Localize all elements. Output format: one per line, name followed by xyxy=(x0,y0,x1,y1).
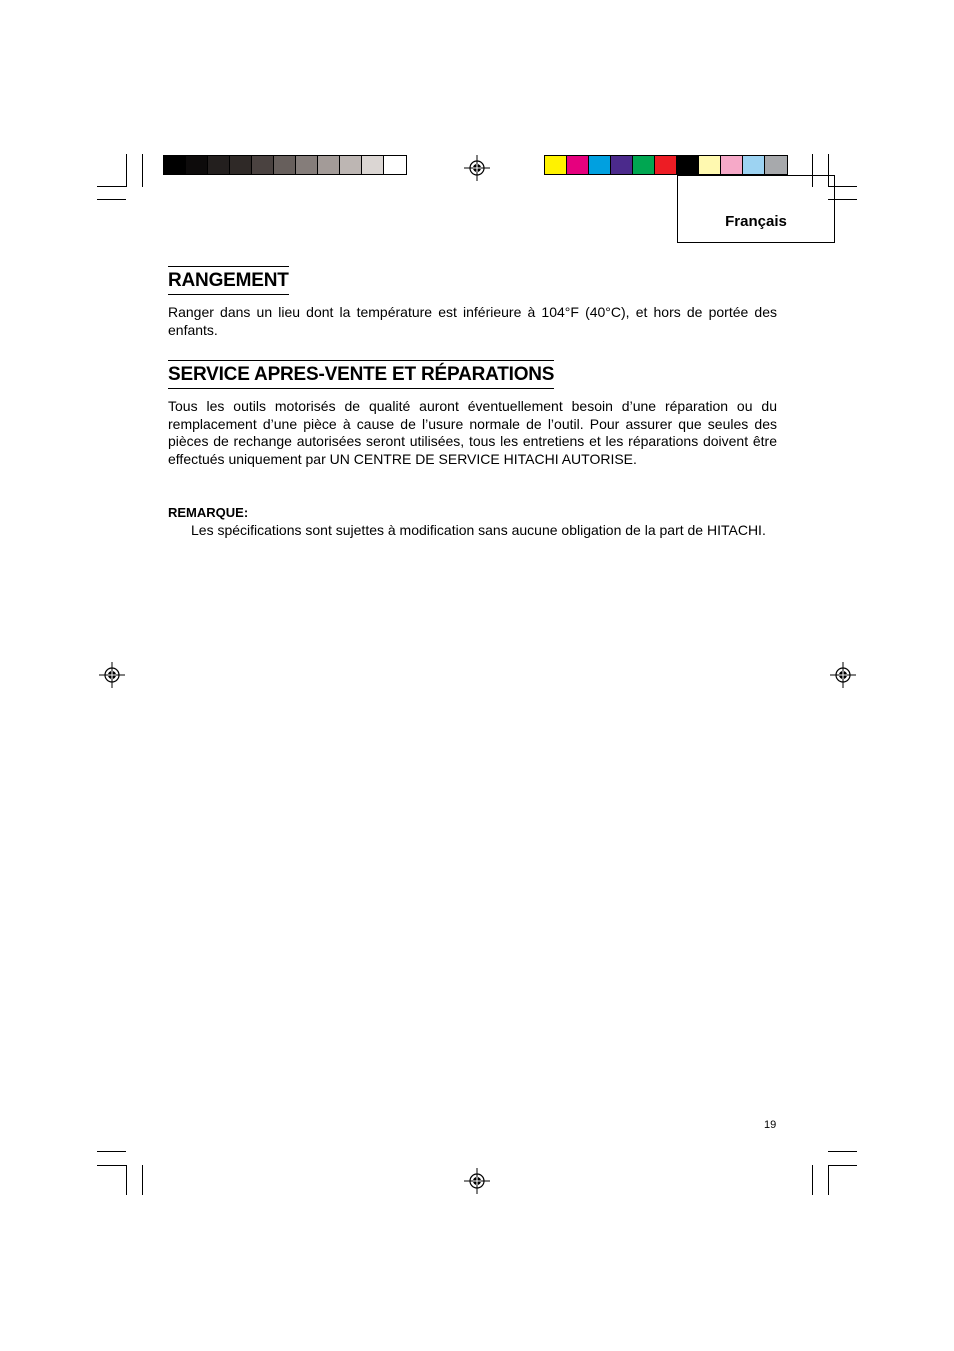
color-swatch xyxy=(384,156,406,174)
color-swatch xyxy=(633,156,655,174)
note-text: Les spécifications sont sujettes à modification sans aucune obligation de la part de HITACHI. xyxy=(191,522,766,538)
color-calibration-bar xyxy=(544,155,788,175)
crop-mark xyxy=(828,1165,829,1195)
crop-mark xyxy=(97,186,126,187)
color-swatch xyxy=(164,156,186,174)
color-swatch xyxy=(208,156,230,174)
crop-mark xyxy=(142,154,143,187)
crop-mark xyxy=(142,1165,143,1195)
registration-mark-icon xyxy=(464,155,490,181)
section-body-service: Tous les outils motorisés de qualité auront éventuellement besoin d’une réparation ou du remplacement d’une pièce à cause de l’usure normale de l’outil. Pour assurer que seules des pièces de rechange autorisées seront utilisées, tous les entretiens et les réparations doivent être effectués uniquement par UN CENTRE DE SERVICE HITACHI AUTORISE. xyxy=(168,398,777,467)
crop-mark xyxy=(812,1165,813,1195)
crop-mark xyxy=(828,1165,857,1166)
color-swatch xyxy=(362,156,384,174)
color-swatch xyxy=(252,156,274,174)
registration-mark-icon xyxy=(464,1168,490,1194)
color-swatch xyxy=(743,156,765,174)
crop-mark xyxy=(126,1165,127,1195)
crop-mark xyxy=(828,1151,857,1152)
section-heading-service: SERVICE APRES-VENTE ET RÉPARATIONS xyxy=(168,360,554,389)
color-swatch xyxy=(589,156,611,174)
registration-mark-icon xyxy=(830,662,856,688)
color-swatch xyxy=(765,156,787,174)
registration-mark-icon xyxy=(99,662,125,688)
color-swatch xyxy=(655,156,677,174)
note-label: REMARQUE: xyxy=(168,505,249,520)
color-swatch xyxy=(296,156,318,174)
crop-mark xyxy=(97,1165,126,1166)
language-tab xyxy=(677,175,835,243)
crop-mark xyxy=(126,154,127,187)
grayscale-calibration-bar xyxy=(163,155,407,175)
color-swatch xyxy=(567,156,589,174)
section-heading-rangement: RANGEMENT xyxy=(168,266,289,295)
color-swatch xyxy=(340,156,362,174)
color-swatch xyxy=(545,156,567,174)
language-label: Français xyxy=(725,213,787,230)
page-number: 19 xyxy=(764,1119,777,1131)
color-swatch xyxy=(677,156,699,174)
crop-mark xyxy=(97,1151,126,1152)
color-swatch xyxy=(699,156,721,174)
color-swatch xyxy=(230,156,252,174)
color-swatch xyxy=(186,156,208,174)
color-swatch xyxy=(611,156,633,174)
section-body-rangement: Ranger dans un lieu dont la température est inférieure à 104°F (40°C), et hors de portée des enfants. xyxy=(168,304,777,338)
color-swatch xyxy=(274,156,296,174)
color-swatch xyxy=(721,156,743,174)
color-swatch xyxy=(318,156,340,174)
crop-mark xyxy=(97,199,126,200)
